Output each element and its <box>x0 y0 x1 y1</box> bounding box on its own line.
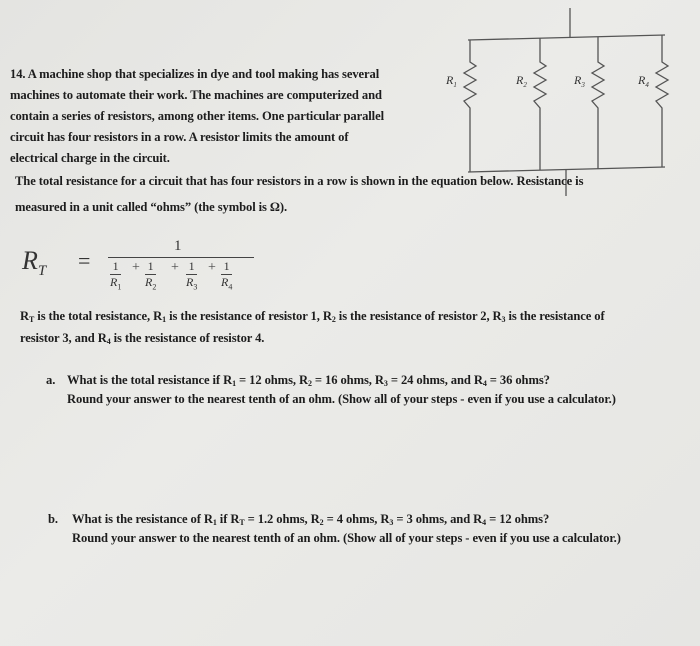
plus-sign: + <box>132 260 140 275</box>
text-segment: is the resistance of <box>505 309 605 323</box>
equation-intro-line <box>15 174 583 189</box>
subscript: 3 <box>383 379 388 388</box>
subscript: 4 <box>228 282 233 292</box>
resistor-branch <box>534 38 546 170</box>
term-numerator: 1 <box>110 259 121 275</box>
intro-line <box>10 109 384 124</box>
term-denominator: $R_1$ <box>110 275 122 292</box>
text-segment: = 12 ohms? <box>486 512 550 526</box>
text-segment: resistor 3, and R <box>20 331 107 345</box>
text-segment: = 36 ohms? <box>486 373 550 387</box>
resistor-labels <box>445 73 649 89</box>
resistor-label-main: R <box>516 73 524 87</box>
resistor-label-main: R <box>574 73 582 87</box>
intro-line <box>10 88 382 103</box>
resistor-branch <box>656 35 668 167</box>
subscript: 4 <box>106 337 111 346</box>
question-line <box>67 392 616 407</box>
text-segment: machines to automate their work. The machines are computerized and <box>10 88 382 102</box>
resistor-label-subscript: 3 <box>581 81 585 89</box>
main-fraction-bar <box>108 257 254 258</box>
subscript: T <box>239 518 245 527</box>
part-marker: b. <box>48 512 58 526</box>
resistor-label-main: R <box>446 73 454 87</box>
text-segment: if R <box>216 512 240 526</box>
resistor-label <box>637 73 649 89</box>
text-segment: What is the total resistance if R <box>67 373 233 387</box>
subscript: 4 <box>482 518 487 527</box>
subscript: 3 <box>501 315 506 324</box>
plus-sign: + <box>208 260 216 275</box>
text-segment: = 4 ohms, R <box>323 512 390 526</box>
text-segment: = 12 ohms, R <box>235 373 308 387</box>
resistor-label-main: R <box>638 73 646 87</box>
resistor-label <box>573 73 585 89</box>
equation-term <box>186 259 197 291</box>
resistor-label-subscript: 1 <box>453 81 457 89</box>
text-segment: = 24 ohms, and R <box>387 373 483 387</box>
equation-lhs-subscript: T <box>37 263 47 280</box>
text-segment: Round your answer to the nearest tenth of an ohm. (Show all of your steps - even if you use a calculator.) <box>72 531 621 545</box>
term-numerator: 1 <box>186 259 197 275</box>
subscript: 4 <box>482 379 487 388</box>
equals-sign: = <box>78 248 91 273</box>
resistor-label-subscript: 4 <box>645 81 649 89</box>
equation-term <box>145 259 156 291</box>
subscript: T <box>29 315 35 324</box>
resistor-label <box>515 73 527 89</box>
text-segment: The total resistance for a circuit that has four resistors in a row is shown in the equation below. Resistance is <box>15 174 584 188</box>
text-segment: measured in a unit called “ohms” (the symbol is Ω). <box>15 200 288 214</box>
equation-intro-line <box>15 200 287 215</box>
text-segment: circuit has four resistors in a row. A resistor limits the amount of <box>10 130 349 144</box>
term-denominator: $R_3$ <box>186 275 198 292</box>
part-marker: a. <box>46 373 56 387</box>
text-segment: = 3 ohms, and R <box>393 512 483 526</box>
equation-lhs <box>22 246 46 280</box>
equation-numerator: 1 <box>174 238 182 254</box>
subscript: 2 <box>319 518 324 527</box>
intro-line <box>10 130 348 145</box>
intro-line <box>10 67 379 82</box>
text-segment: What is the resistance of R <box>72 512 213 526</box>
term-denominator: $R_2$ <box>145 275 157 292</box>
equation-term <box>110 259 121 291</box>
equation-lhs-symbol: R <box>22 246 38 275</box>
text-segment: = 16 ohms, R <box>311 373 384 387</box>
text-segment: 14. A machine shop that specializes in dye and tool making has several <box>10 67 380 81</box>
text-segment: is the resistance of resistor 2, R <box>335 309 502 323</box>
text-segment: is the resistance of resistor 1, R <box>166 309 332 323</box>
term-numerator: 1 <box>145 259 156 275</box>
circuit-top-wire <box>468 35 665 40</box>
text-segment: electrical charge in the circuit. <box>10 151 170 165</box>
subscript: 2 <box>331 315 336 324</box>
text-segment: contain a series of resistors, among other items. One particular parallel <box>10 109 384 123</box>
equation-term <box>221 259 232 291</box>
plus-sign: + <box>171 260 179 275</box>
question-line <box>72 531 621 546</box>
intro-line <box>10 151 170 166</box>
resistor-label-subscript: 2 <box>523 81 527 89</box>
definition-line <box>20 309 605 324</box>
question-line <box>72 512 549 527</box>
term-denominator: $R_4$ <box>221 275 233 292</box>
resistor-branch <box>464 40 476 172</box>
subscript: 1 <box>117 282 122 292</box>
text-segment: is the total resistance, R <box>34 309 163 323</box>
definition-line <box>20 331 264 346</box>
text-segment: R <box>20 309 29 323</box>
subscript: 3 <box>389 518 394 527</box>
subscript: 1 <box>232 379 236 388</box>
resistor-branches <box>464 35 668 172</box>
subscript: 3 <box>193 282 198 292</box>
text-segment: Round your answer to the nearest tenth of an ohm. (Show all of your steps - even if you use a calculator.) <box>67 392 616 406</box>
text-segment: = 1.2 ohms, R <box>244 512 320 526</box>
resistor-label <box>445 73 457 89</box>
text-segment: is the resistance of resistor 4. <box>110 331 265 345</box>
subscript: 2 <box>307 379 312 388</box>
subscript: 2 <box>152 282 157 292</box>
subscript: 1 <box>162 315 167 324</box>
term-numerator: 1 <box>221 259 232 275</box>
resistor-branch <box>592 37 604 169</box>
question-line <box>67 373 550 388</box>
subscript: 1 <box>212 518 217 527</box>
